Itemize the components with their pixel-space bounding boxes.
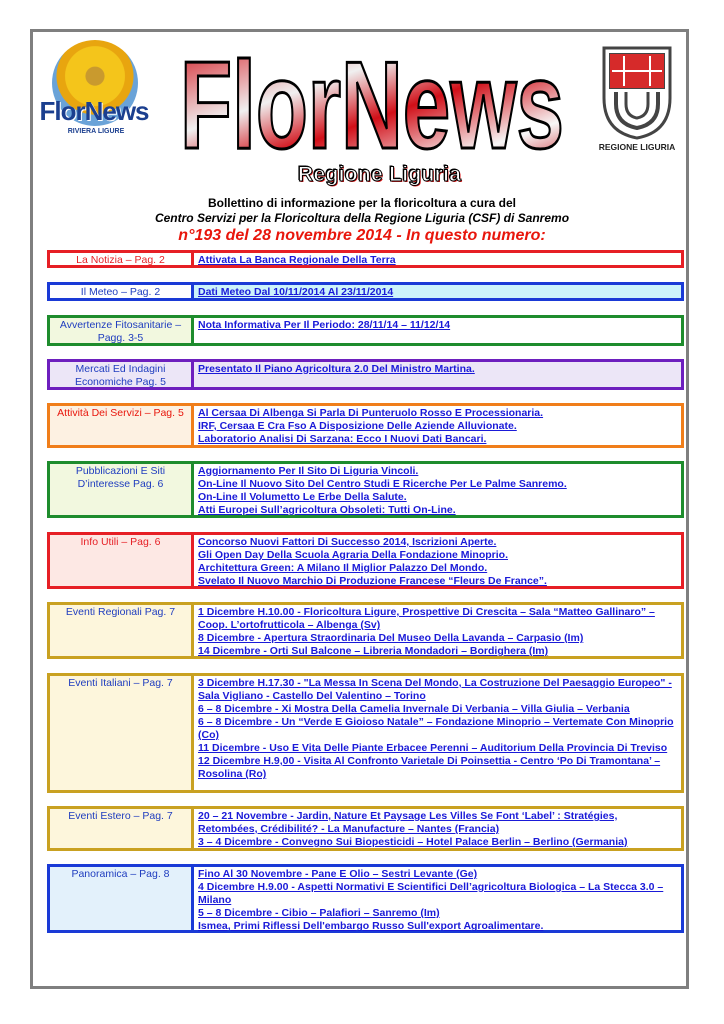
section-label: La Notizia – Pag. 2 <box>50 253 194 265</box>
news-link[interactable]: 12 Dicembre H.9,00 - Visita Al Confronto Varietale Di Poinsettia - Centro ‘Po Di Tramontana’ – Rosolina (Ro) <box>198 755 661 780</box>
news-link[interactable]: Al Cersaa Di Albenga Si Parla Di Punteruolo Rosso E Processionaria. <box>198 407 544 419</box>
news-link[interactable]: IRF, Cersaa E Cra Fso A Disposizione Delle Aziende Alluvionate. <box>198 420 517 432</box>
news-link[interactable]: 4 Dicembre H.9.00 - Aspetti Normativi E Scientifici Dell’agricoltura Biologica – La Stecca 3.0 – Milano <box>198 881 664 906</box>
news-link[interactable]: Fino Al 30 Novembre - Pane E Olio – Sestri Levante (Ge) <box>198 868 478 880</box>
news-link[interactable]: 14 Dicembre - Orti Sul Balcone – Libreria Mondadori – Bordighera (Im) <box>198 645 549 657</box>
section-avvertenze-fitosanitarie <box>47 315 684 346</box>
news-link[interactable]: Svelato Il Nuovo Marchio Di Produzione Francese “Fleurs De France”. <box>198 575 547 587</box>
news-link[interactable]: 6 – 8 Dicembre - Xi Mostra Della Camelia Invernale Di Verbania – Villa Giulia – Verbania <box>198 703 630 715</box>
news-link[interactable]: Attivata La Banca Regionale Della Terra <box>198 254 396 266</box>
section-label: Eventi Italiani – Pag. 7 <box>50 676 194 790</box>
section-label: Eventi Regionali Pag. 7 <box>50 605 194 656</box>
flornews-logo <box>38 40 150 144</box>
news-link[interactable]: On-Line Il Volumetto Le Erbe Della Salute. <box>198 491 407 503</box>
section-label: Mercati Ed Indagini Economiche Pag. 5 <box>50 362 194 387</box>
bulletin-description: Bollettino di informazione per la floricoltura a cura del <box>207 196 517 210</box>
logo-brand-text: FlorNews <box>39 96 149 126</box>
section-items <box>194 535 681 586</box>
news-link[interactable]: On-Line Il Nuovo Sito Del Centro Studi E Ricerche Per Le Palme Sanremo. <box>198 478 567 490</box>
section-items <box>194 809 681 848</box>
section-items <box>194 867 681 930</box>
news-link[interactable]: Architettura Green: A Milano Il Miglior Palazzo Del Mondo. <box>198 562 488 574</box>
section-label: Eventi Estero – Pag. 7 <box>50 809 194 848</box>
news-link[interactable]: 3 Dicembre H.17.30 - "La Messa In Scena Del Mondo, La Costruzione Del Paesaggio Europeo" - Sala Vigliano - Castello Del Valentino – Torino <box>198 677 672 702</box>
section-items <box>194 362 681 387</box>
section-la-notizia <box>47 250 684 268</box>
news-link[interactable]: 20 – 21 Novembre - Jardin, Nature Et Paysage Les Villes Se Font ‘Label’ : Stratégies, Retombées, Crédibilité? - La Manufacture – Nantes (Francia) <box>198 810 618 835</box>
news-link[interactable]: Presentato Il Piano Agricoltura 2.0 Del Ministro Martina. <box>198 363 475 375</box>
logo-subtext: RIVIERA LIGURE <box>62 128 130 135</box>
section-items <box>194 285 681 298</box>
section-panoramica <box>47 864 684 933</box>
masthead-subtitle: Regione Liguria <box>298 163 462 186</box>
regione-liguria-logo <box>594 42 680 156</box>
news-link[interactable]: Laboratorio Analisi Di Sarzana: Ecco I Nuovi Dati Bancari. <box>198 433 487 445</box>
issue-title: n°193 del 28 novembre 2014 - In questo numero: <box>178 227 546 244</box>
news-link[interactable]: Aggiornamento Per Il Sito Di Liguria Vincoli. <box>198 465 419 477</box>
news-link[interactable]: 5 – 8 Dicembre - Cibio – Palafiori – Sanremo (Im) <box>198 907 440 919</box>
section-items <box>194 406 681 445</box>
section-il-meteo <box>47 282 684 301</box>
news-link[interactable]: 8 Dicembre - Apertura Straordinaria Del Museo Della Lavanda – Carpasio (Im) <box>198 632 584 644</box>
section-label: Il Meteo – Pag. 2 <box>50 285 194 298</box>
section-info-utili <box>47 532 684 589</box>
news-link[interactable]: 3 – 4 Dicembre - Convegno Sui Biopesticidi – Hotel Palace Berlin – Berlino (Germania) <box>198 836 628 848</box>
section-eventi-italiani <box>47 673 684 793</box>
section-label: Attività Dei Servizi – Pag. 5 <box>50 406 194 445</box>
bulletin-publisher: Centro Servizi per la Floricoltura della Regione Liguria (CSF) di Sanremo <box>154 211 570 225</box>
news-link[interactable]: Concorso Nuovi Fattori Di Successo 2014, Iscrizioni Aperte. <box>198 536 497 548</box>
section-items <box>194 676 681 790</box>
section-label: Panoramica – Pag. 8 <box>50 867 194 930</box>
news-link[interactable]: 11 Dicembre - Uso E Vita Delle Piante Erbacee Perenni – Auditorium Della Provincia Di Treviso <box>198 742 668 754</box>
news-link[interactable]: Gli Open Day Della Scuola Agraria Della Fondazione Minoprio. <box>198 549 509 561</box>
section-mercati <box>47 359 684 390</box>
section-attivita-servizi <box>47 403 684 448</box>
masthead-wordmark <box>176 32 568 162</box>
section-eventi-regionali <box>47 602 684 659</box>
regione-shield-icon <box>594 42 680 142</box>
news-link[interactable]: Nota Informativa Per Il Periodo: 28/11/14 – 11/12/14 <box>198 319 451 331</box>
regione-logo-label: REGIONE LIGURIA <box>598 142 676 152</box>
section-pubblicazioni <box>47 461 684 518</box>
news-link[interactable]: Atti Europei Sull’agricoltura Obsoleti: Tutti On-Line. <box>198 504 456 516</box>
section-items <box>194 605 681 656</box>
masthead-title <box>176 32 568 162</box>
section-eventi-estero <box>47 806 684 851</box>
section-items <box>194 464 681 515</box>
section-label: Info Utili – Pag. 6 <box>50 535 194 586</box>
news-link[interactable]: 1 Dicembre H.10.00 - Floricoltura Ligure, Prospettive Di Crescita – Sala “Matteo Gallinaro” – Coop. L’ortofrutticola – Albenga (Sv) <box>198 606 655 631</box>
section-items <box>194 318 681 343</box>
section-label: Avvertenze Fitosanitarie – Pagg. 3-5 <box>50 318 194 343</box>
news-link[interactable]: Dati Meteo Dal 10/11/2014 Al 23/11/2014 <box>198 286 394 298</box>
news-link[interactable]: Ismea, Primi Riflessi Dell'embargo Russo Sull'export Agroalimentare. <box>198 920 544 932</box>
news-link[interactable]: 6 – 8 Dicembre - Un “Verde E Gioioso Natale” – Fondazione Minoprio – Vertemate Con Minoprio (Co) <box>198 716 674 741</box>
masthead-title-text: FlorNews <box>180 37 564 162</box>
section-label: Pubblicazioni E Siti D’interesse Pag. 6 <box>50 464 194 515</box>
section-items <box>194 253 681 265</box>
